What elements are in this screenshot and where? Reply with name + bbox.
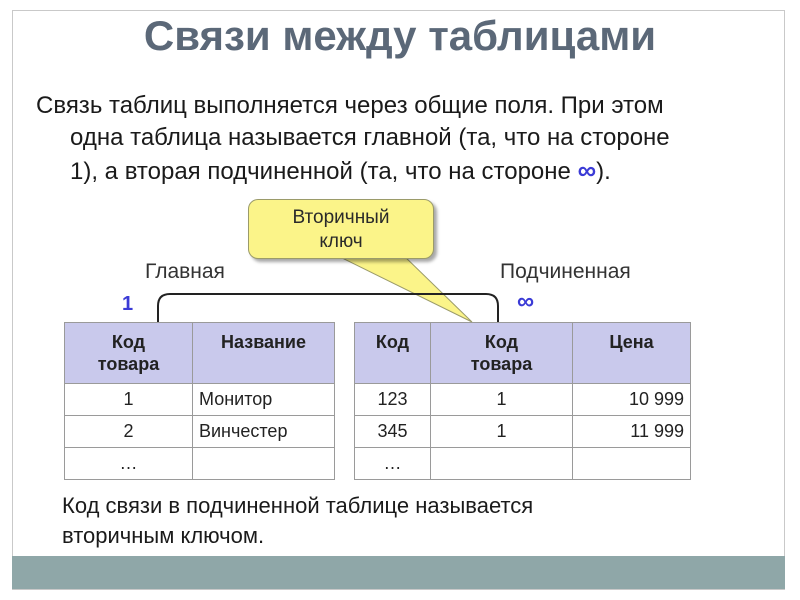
infinity-symbol: ∞ bbox=[577, 155, 597, 185]
callout-line-1: Вторичный bbox=[292, 207, 390, 228]
sub-cell: 11 999 bbox=[573, 416, 691, 448]
one-side-marker: 1 bbox=[122, 293, 134, 315]
intro-line-1: Связь таблиц выполняется через общие поля. При этом bbox=[36, 92, 664, 119]
main-header-code: Код товара bbox=[65, 323, 193, 384]
sub-header-price: Цена bbox=[573, 323, 691, 384]
callout-line-2: ключ bbox=[319, 231, 363, 252]
note-line-2: вторичным ключом. bbox=[62, 523, 265, 548]
main-cell: 2 bbox=[65, 416, 193, 448]
sub-header-product-code: Код товара bbox=[431, 323, 573, 384]
sub-cell: 123 bbox=[355, 384, 431, 416]
main-header-name: Название bbox=[193, 323, 335, 384]
sub-header-code: Код bbox=[355, 323, 431, 384]
main-table-label: Главная bbox=[145, 260, 225, 283]
sub-cell: 1 bbox=[431, 384, 573, 416]
sub-cell: 10 999 bbox=[573, 384, 691, 416]
main-cell: Винчестер bbox=[193, 416, 335, 448]
sub-cell: 1 bbox=[431, 416, 573, 448]
intro-line-2: одна таблица называется главной (та, что на стороне bbox=[70, 124, 670, 151]
sub-table-label: Подчиненная bbox=[500, 260, 631, 283]
slide-title: Связи между таблицами bbox=[143, 12, 657, 59]
intro-line-3-start: 1), а вторая подчиненной (та, что на стороне bbox=[70, 158, 578, 185]
intro-line-3-end: ). bbox=[596, 158, 611, 185]
sub-cell: … bbox=[355, 448, 431, 480]
main-cell: 1 bbox=[65, 384, 193, 416]
callout-pointer bbox=[330, 252, 472, 322]
main-cell: … bbox=[65, 448, 193, 480]
secondary-key-callout bbox=[248, 199, 434, 259]
sub-cell: 345 bbox=[355, 416, 431, 448]
note-line-1: Код связи в подчиненной таблице называется bbox=[62, 493, 534, 518]
main-cell: Монитор bbox=[193, 384, 335, 416]
many-side-marker: ∞ bbox=[517, 288, 535, 315]
